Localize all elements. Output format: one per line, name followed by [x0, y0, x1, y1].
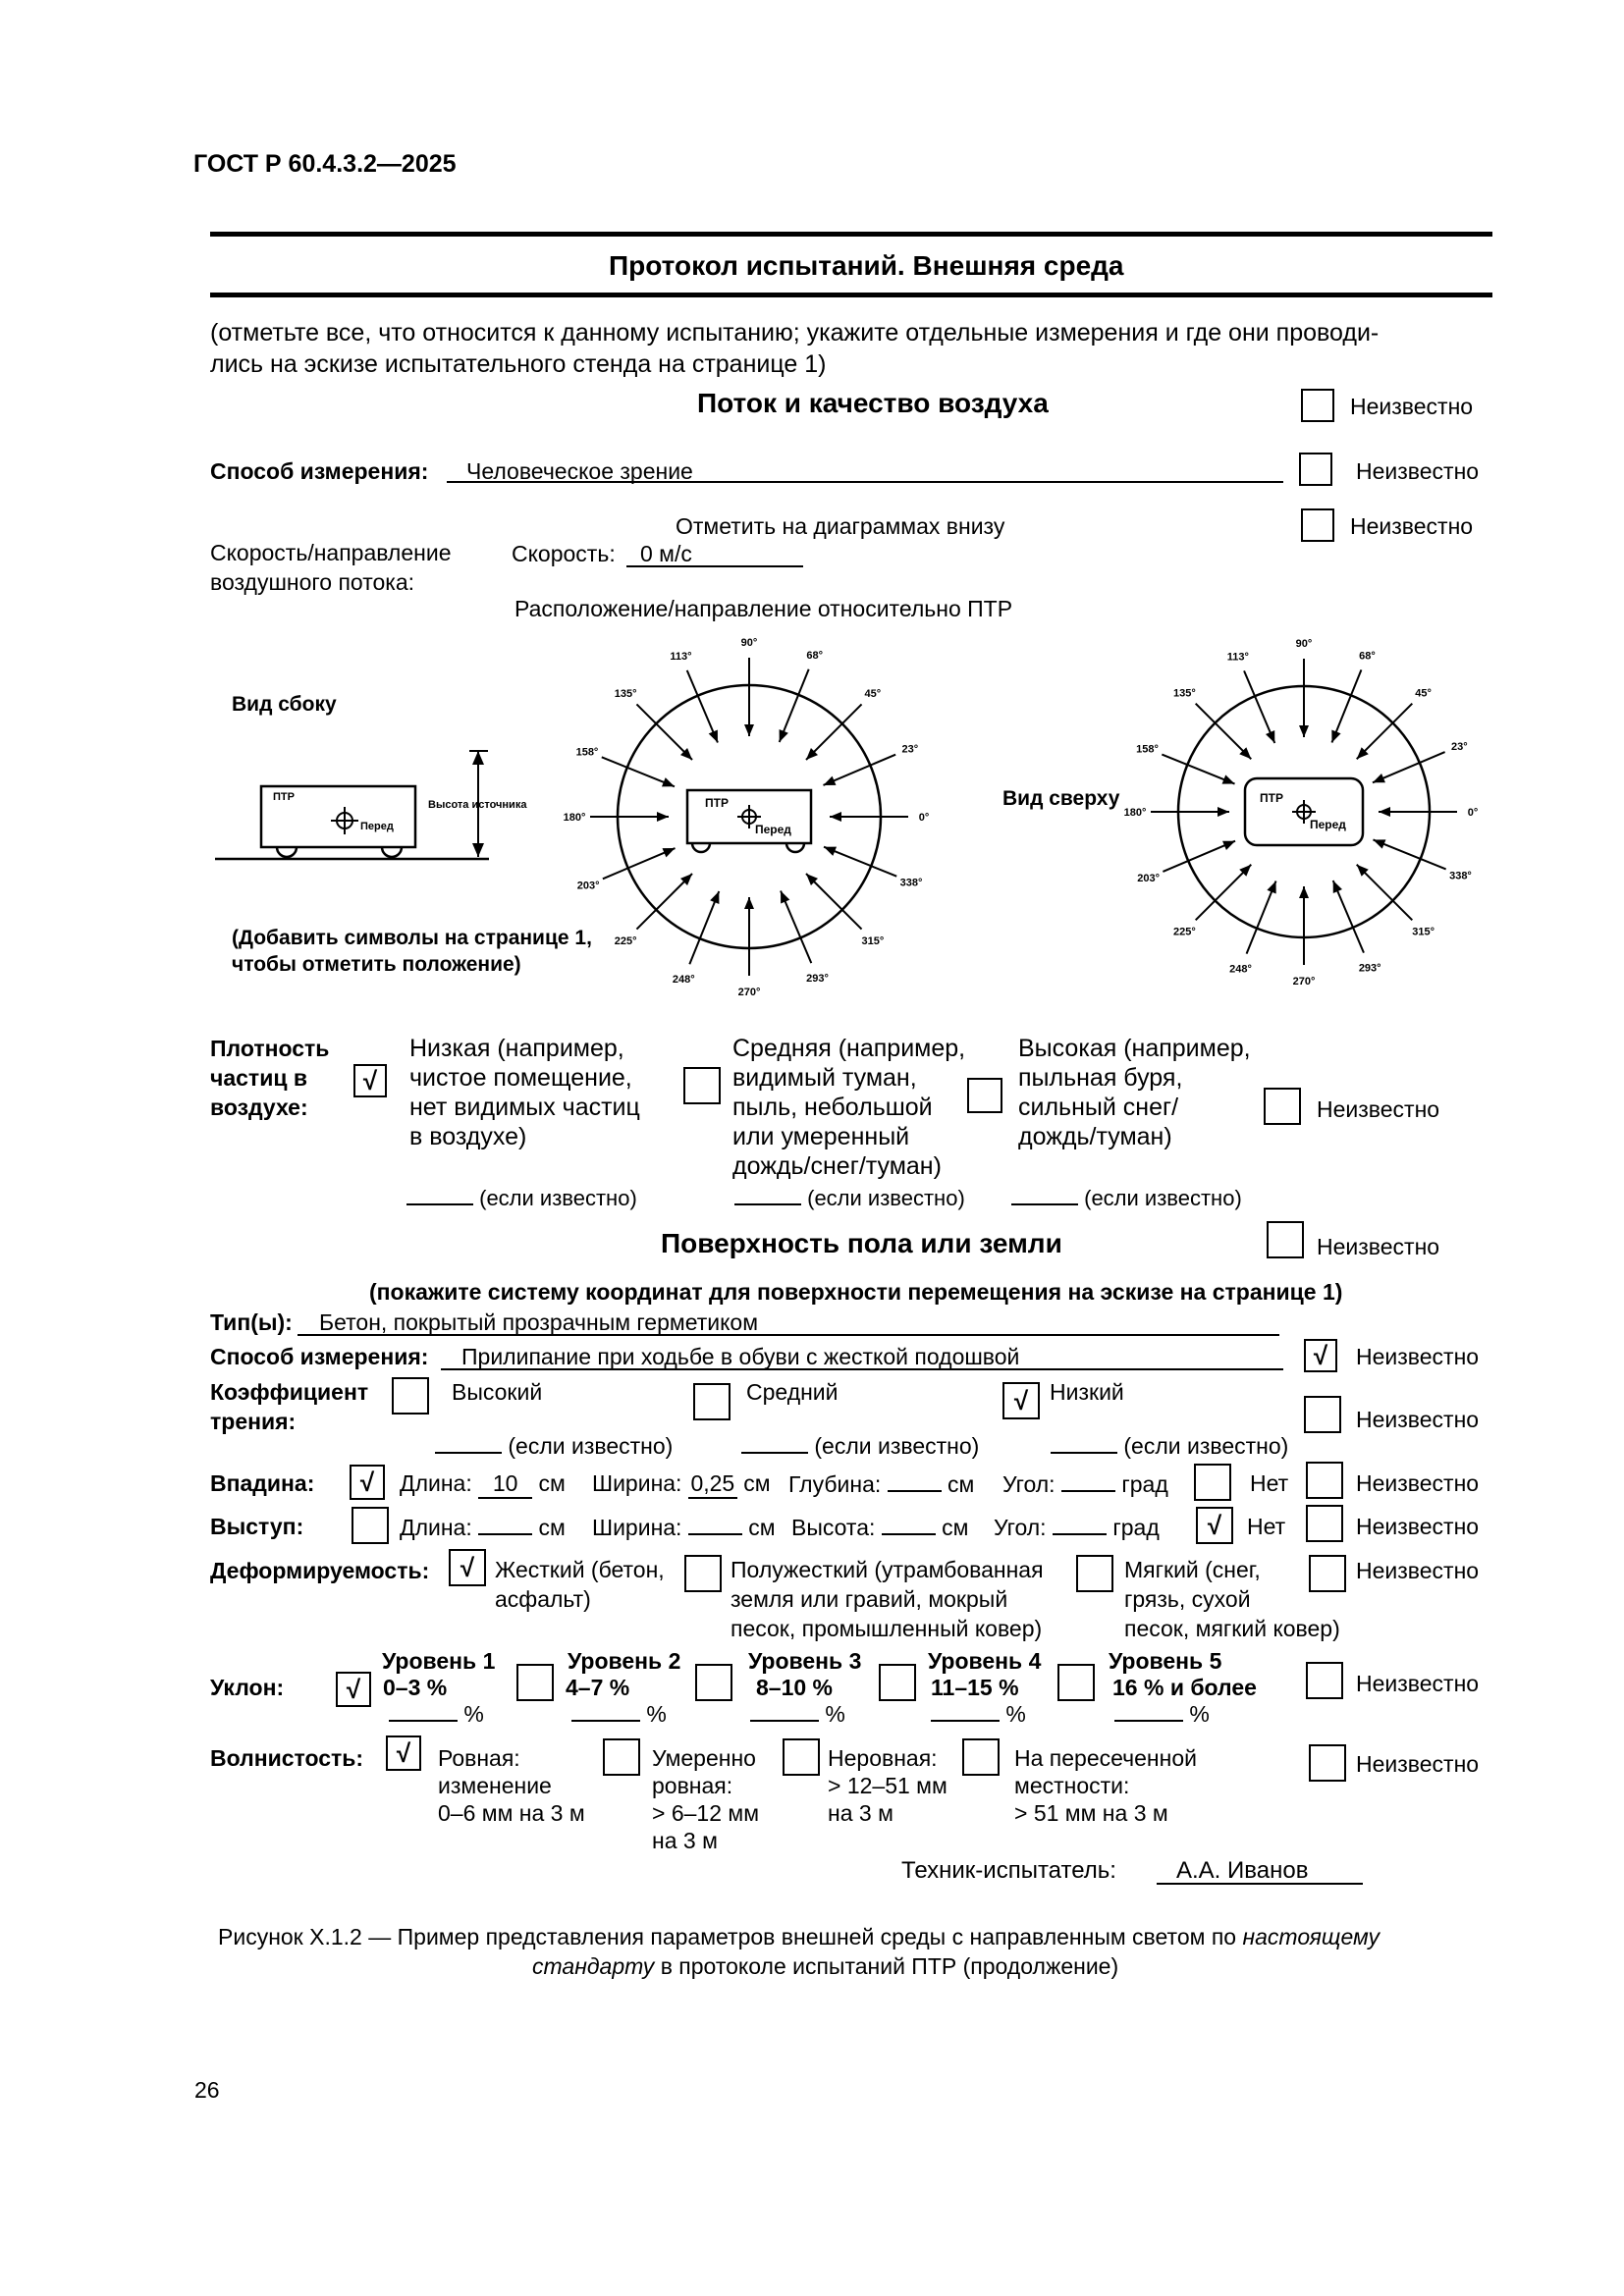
slope-1-title: Уровень 1: [382, 1648, 496, 1674]
air-flow-diagrams: [0, 0, 1624, 1080]
deform-unknown-checkbox[interactable]: [1309, 1555, 1346, 1592]
side-circle-arrowhead-270: [744, 897, 754, 909]
density-high-text: Высокая (например, пыльная буря, сильный снег/ дождь/туман): [1018, 1035, 1251, 1150]
floor-unknown-label: Неизвестно: [1317, 1234, 1440, 1259]
side-circle-angle-label: 293°: [806, 972, 829, 985]
diagram-unknown-label: Неизвестно: [1350, 513, 1474, 539]
dip-unknown-label: Неизвестно: [1356, 1470, 1480, 1496]
top-circle-arrowhead-23: [1373, 774, 1385, 782]
side-circle-angle-label: 270°: [737, 987, 761, 998]
friction-high-ifknown: (если известно): [435, 1433, 673, 1460]
top-circle-arrowhead-293: [1333, 881, 1342, 893]
bump-width: Ширина: см: [592, 1515, 776, 1540]
density-high-checkbox[interactable]: [967, 1078, 1002, 1113]
deform-hard-checkbox[interactable]: [449, 1549, 486, 1586]
mark-on-diagrams: Отметить на диаграммах внизу: [676, 513, 1005, 539]
side-circle-angle-label: 180°: [563, 812, 586, 824]
wave-flat-text: Ровная: изменение 0–6 мм на 3 м: [438, 1745, 585, 1826]
side-circle-arrowhead-90: [744, 724, 754, 736]
side-circle-arrowhead-0: [830, 812, 841, 822]
air-unknown-label: Неизвестно: [1350, 394, 1474, 419]
method-unknown-label: Неизвестно: [1356, 458, 1480, 484]
side-circle-angle-label: 338°: [899, 877, 923, 889]
density-label: Плотность частиц в воздухе:: [210, 1036, 330, 1120]
side-circle-angle-label: 203°: [576, 880, 600, 892]
technician-field[interactable]: [1157, 1855, 1363, 1885]
side-circle-diagram: [564, 637, 930, 998]
wave-uneven-text: Неровная: > 12–51 мм на 3 м: [828, 1745, 947, 1826]
friction-low-checkbox[interactable]: [1002, 1382, 1040, 1419]
top-circle-arrowhead-90: [1299, 725, 1309, 737]
floor-method-field[interactable]: [441, 1342, 1283, 1370]
side-circle-wheel: [786, 843, 804, 852]
slope-unknown-checkbox[interactable]: [1306, 1662, 1343, 1699]
check-mark-icon: √: [460, 1553, 475, 1582]
dip-length: Длина: 10 см: [400, 1470, 566, 1499]
side-circle-angle-label: 248°: [672, 974, 695, 987]
top-circle-angle-label: 203°: [1137, 873, 1161, 885]
bump-length: Длина: см: [400, 1515, 566, 1540]
wave-unknown-label: Неизвестно: [1356, 1751, 1480, 1777]
bump-unknown-label: Неизвестно: [1356, 1514, 1480, 1539]
top-circle-arrow-113: [1244, 670, 1274, 743]
friction-unknown-label: Неизвестно: [1356, 1407, 1480, 1432]
top-circle-angle-label: 225°: [1172, 926, 1196, 938]
dip-no-label: Нет: [1250, 1470, 1289, 1496]
wave-uneven-checkbox[interactable]: [783, 1738, 820, 1776]
side-circle-angle-label: 158°: [575, 746, 599, 759]
bump-angle: Угол: град: [994, 1515, 1160, 1540]
slope-2-title: Уровень 2: [568, 1648, 681, 1674]
top-circle-arrowhead-338: [1373, 839, 1385, 848]
top-circle-angle-label: 338°: [1449, 870, 1472, 882]
side-circle-arrowhead-23: [823, 776, 836, 785]
speed-value: 0 м/с: [640, 541, 692, 566]
add-symbols-note: (Добавить символы на странице 1, чтобы отметить положение): [232, 927, 592, 976]
friction-label: Коэффициент трения:: [210, 1379, 369, 1434]
intro-text: (отметьте все, что относится к данному испытанию; укажите отдельные измерения и где они проводи- лись на эскизе испытательного стенда на странице 1): [210, 319, 1380, 378]
friction-high-label: Высокий: [452, 1379, 543, 1405]
density-unknown-label: Неизвестно: [1317, 1096, 1440, 1122]
dip-unknown-checkbox[interactable]: [1306, 1462, 1343, 1499]
top-circle-angle-label: 23°: [1451, 740, 1468, 753]
side-circle-arrowhead-248: [710, 891, 719, 904]
side-circle-arrowhead-338: [824, 847, 837, 856]
top-circle-arrowhead-68: [1331, 730, 1340, 743]
side-circle-angle-label: 45°: [864, 688, 882, 701]
top-circle-arrowhead-270: [1299, 886, 1309, 898]
side-circle-arrow-113: [687, 670, 718, 743]
slope-4-value: %: [931, 1701, 1026, 1728]
top-circle-angle-label: 293°: [1358, 962, 1381, 975]
top-circle-angle-label: 0°: [1467, 807, 1479, 819]
deform-soft-text: Мягкий (снег, грязь, сухой песок, мягкий ковер): [1124, 1557, 1340, 1641]
deform-hard-text: Жесткий (бетон, асфальт): [495, 1557, 665, 1612]
top-circle-angle-label: 113°: [1226, 651, 1249, 664]
slope-3-checkbox[interactable]: [695, 1664, 732, 1701]
deform-semi-text: Полужесткий (утрамбованная земля или гравий, мокрый песок, промышленный ковер): [731, 1557, 1044, 1641]
slope-5-range: 16 % и более: [1112, 1675, 1257, 1700]
density-low-ifknown: (если известно): [406, 1186, 637, 1211]
top-circle-front-label: Перед: [1310, 818, 1346, 831]
slope-4-title: Уровень 4: [928, 1648, 1042, 1674]
density-mid-checkbox[interactable]: [683, 1067, 721, 1104]
types-value: Бетон, покрытый прозрачным герметиком: [319, 1309, 759, 1335]
density-mid-ifknown: (если известно): [734, 1186, 965, 1211]
side-circle-angle-label: 225°: [614, 934, 637, 947]
friction-low-label: Низкий: [1050, 1379, 1124, 1405]
friction-high-checkbox[interactable]: [392, 1377, 429, 1415]
slope-2-range: 4–7 %: [566, 1675, 630, 1700]
density-unknown-checkbox[interactable]: [1264, 1088, 1301, 1125]
floor-heading: Поверхность пола или земли: [661, 1228, 1062, 1258]
slope-3-range: 8–10 %: [756, 1675, 834, 1700]
slope-1-checkbox[interactable]: [336, 1672, 371, 1707]
dip-yes-checkbox[interactable]: [350, 1465, 385, 1500]
deform-label: Деформируемость:: [210, 1558, 430, 1583]
technician-value: А.А. Иванов: [1176, 1857, 1309, 1884]
deform-soft-checkbox[interactable]: [1076, 1555, 1113, 1592]
top-circle-arrowhead-180: [1218, 807, 1229, 817]
bump-height: Высота: см: [791, 1515, 969, 1540]
bump-yes-checkbox[interactable]: [352, 1507, 389, 1544]
wave-rough-text: На пересеченной местности: > 51 мм на 3 м: [1014, 1745, 1197, 1826]
friction-mid-label: Средний: [746, 1379, 839, 1405]
form-title: Протокол испытаний. Внешняя среда: [609, 250, 1124, 281]
figure-caption-line2: стандарту в протоколе испытаний ПТР (продолжение): [532, 1953, 1119, 1979]
types-label: Тип(ы):: [210, 1309, 293, 1335]
slope-2-checkbox[interactable]: [516, 1664, 554, 1701]
side-circle-arrowhead-158: [662, 777, 675, 786]
bump-label: Выступ:: [210, 1514, 304, 1539]
side-circle-angle-label: 113°: [670, 651, 692, 664]
document-id: ГОСТ Р 60.4.3.2—2025: [193, 150, 457, 178]
side-robot-label: ПТР: [273, 791, 295, 803]
side-circle-arrow-203: [603, 848, 676, 879]
side-circle-arrowhead-68: [780, 729, 788, 742]
top-circle-arrowhead-203: [1222, 841, 1235, 850]
side-front-label: Перед: [360, 821, 394, 832]
check-mark-icon: √: [346, 1675, 361, 1704]
wave-flat-checkbox[interactable]: [386, 1735, 421, 1771]
side-circle-robot-label: ПТР: [705, 796, 729, 810]
side-view-label: Вид сбоку: [232, 693, 337, 716]
top-circle-arrowhead-248: [1267, 881, 1275, 893]
deform-semi-checkbox[interactable]: [684, 1555, 722, 1592]
top-circle-diagram: [1124, 638, 1479, 988]
check-mark-icon: √: [362, 1066, 378, 1095]
side-circle-arrow-293: [781, 890, 811, 963]
dip-width: Ширина: 0,25 см: [592, 1470, 771, 1499]
top-circle-angle-label: 135°: [1172, 687, 1196, 700]
wave-moderate-checkbox[interactable]: [603, 1738, 640, 1776]
slope-5-checkbox[interactable]: [1057, 1664, 1095, 1701]
wave-rough-checkbox[interactable]: [962, 1738, 1000, 1776]
slope-3-value: %: [750, 1701, 845, 1728]
floor-unknown-checkbox[interactable]: [1267, 1221, 1304, 1258]
wave-unknown-checkbox[interactable]: [1309, 1744, 1346, 1782]
top-circle-arrow-293: [1333, 881, 1364, 953]
speed-label: Скорость:: [512, 541, 616, 566]
dip-depth: Глубина: см: [788, 1471, 975, 1497]
technician-label: Техник-испытатель:: [901, 1857, 1116, 1884]
bump-no-checkbox[interactable]: [1196, 1507, 1233, 1544]
side-circle-angle-label: 23°: [901, 743, 919, 756]
slope-4-range: 11–15 %: [931, 1675, 1019, 1700]
deform-unknown-label: Неизвестно: [1356, 1558, 1480, 1583]
dip-no-checkbox[interactable]: [1194, 1464, 1231, 1501]
slope-label: Уклон:: [210, 1675, 285, 1700]
floor-method-unknown-label: Неизвестно: [1356, 1344, 1480, 1369]
top-circle-robot-label: ПТР: [1260, 791, 1283, 805]
density-low-text: Низкая (например, чистое помещение, нет видимых частиц в воздухе): [409, 1035, 640, 1150]
top-circle-arrow-68: [1331, 669, 1361, 742]
floor-method-label: Способ измерения:: [210, 1344, 429, 1369]
wave-moderate-text: Умеренно ровная: > 6–12 мм на 3 м: [652, 1745, 760, 1853]
air-method-label: Способ измерения:: [210, 458, 429, 484]
air-method-value: Человеческое зрение: [466, 458, 693, 484]
check-mark-icon: √: [396, 1738, 411, 1768]
top-circle-angle-label: 158°: [1136, 743, 1159, 756]
side-circle-arrowhead-113: [709, 730, 718, 743]
density-low-checkbox[interactable]: [353, 1064, 387, 1097]
top-circle-arrowhead-113: [1266, 730, 1274, 743]
slope-5-value: %: [1114, 1701, 1210, 1728]
floor-method-unknown-checkbox[interactable]: [1304, 1339, 1337, 1372]
top-circle-angle-label: 90°: [1295, 638, 1313, 650]
density-mid-text: Средняя (например, видимый туман, пыль, небольшой или умеренный дождь/снег/туман): [732, 1035, 966, 1180]
side-circle-angle-label: 90°: [740, 637, 758, 649]
slope-1-value: %: [389, 1701, 484, 1728]
slope-unknown-label: Неизвестно: [1356, 1671, 1480, 1696]
floor-method-value: Прилипание при ходьбе в обуви с жесткой подошвой: [461, 1344, 1020, 1369]
figure-caption-line1: Рисунок Х.1.2 — Пример представления параметров внешней среды с направленным светом по настоящему: [218, 1924, 1380, 1949]
side-circle-angle-label: 135°: [614, 688, 637, 701]
side-circle-arrowhead-293: [781, 890, 789, 903]
slope-3-title: Уровень 3: [748, 1648, 862, 1674]
friction-unknown-checkbox[interactable]: [1304, 1396, 1341, 1433]
top-view-label: Вид сверху: [1002, 787, 1120, 810]
bump-unknown-checkbox[interactable]: [1306, 1505, 1343, 1542]
side-circle-front-label: Перед: [755, 823, 791, 836]
top-circle-angle-label: 45°: [1415, 687, 1432, 700]
bump-no-label: Нет: [1247, 1514, 1286, 1539]
position-caption: Расположение/направление относительно ПТР: [514, 596, 1013, 621]
source-height-label: Высота источника: [428, 799, 527, 811]
friction-mid-ifknown: (если известно): [741, 1433, 979, 1460]
slope-5-title: Уровень 5: [1109, 1648, 1222, 1674]
check-mark-icon: √: [1013, 1386, 1029, 1415]
top-circle-arrowhead-0: [1379, 807, 1390, 817]
slope-2-value: %: [571, 1701, 667, 1728]
air-flow-label: Скорость/направление воздушного потока:: [210, 540, 452, 595]
top-circle-angle-label: 315°: [1412, 926, 1435, 938]
dip-length-value: 10: [478, 1470, 532, 1499]
side-circle-arrowhead-180: [657, 812, 669, 822]
top-circle-angle-label: 180°: [1123, 807, 1147, 819]
dip-angle: Угол: град: [1002, 1471, 1168, 1497]
side-circle-angle-label: 0°: [918, 812, 930, 824]
air-heading: Поток и качество воздуха: [697, 388, 1049, 418]
top-circle-arrowhead-158: [1222, 774, 1235, 783]
side-circle-angle-label: 68°: [806, 649, 824, 662]
check-mark-icon: √: [1313, 1341, 1328, 1370]
density-high-ifknown: (если известно): [1011, 1186, 1242, 1211]
slope-1-range: 0–3 %: [383, 1675, 448, 1700]
slope-4-checkbox[interactable]: [879, 1664, 916, 1701]
top-circle-angle-label: 270°: [1292, 976, 1316, 988]
top-circle-angle-label: 248°: [1229, 963, 1252, 976]
floor-note: (покажите систему координат для поверхности перемещения на эскизе на странице 1): [369, 1279, 1343, 1305]
page-number: 26: [194, 2077, 220, 2103]
friction-mid-checkbox[interactable]: [693, 1383, 731, 1420]
dip-width-value: 0,25: [688, 1470, 737, 1499]
types-field[interactable]: [298, 1308, 1279, 1336]
wave-label: Волнистость:: [210, 1745, 364, 1771]
dip-label: Впадина:: [210, 1470, 315, 1496]
side-circle-arrowhead-203: [663, 848, 676, 857]
check-mark-icon: √: [1207, 1511, 1222, 1540]
check-mark-icon: √: [359, 1468, 375, 1497]
side-circle-angle-label: 315°: [861, 934, 885, 947]
top-circle-angle-label: 68°: [1359, 650, 1376, 663]
side-circle-arrow-23: [823, 755, 895, 785]
friction-low-ifknown: (если известно): [1051, 1433, 1288, 1460]
side-circle-wheel: [692, 843, 710, 852]
